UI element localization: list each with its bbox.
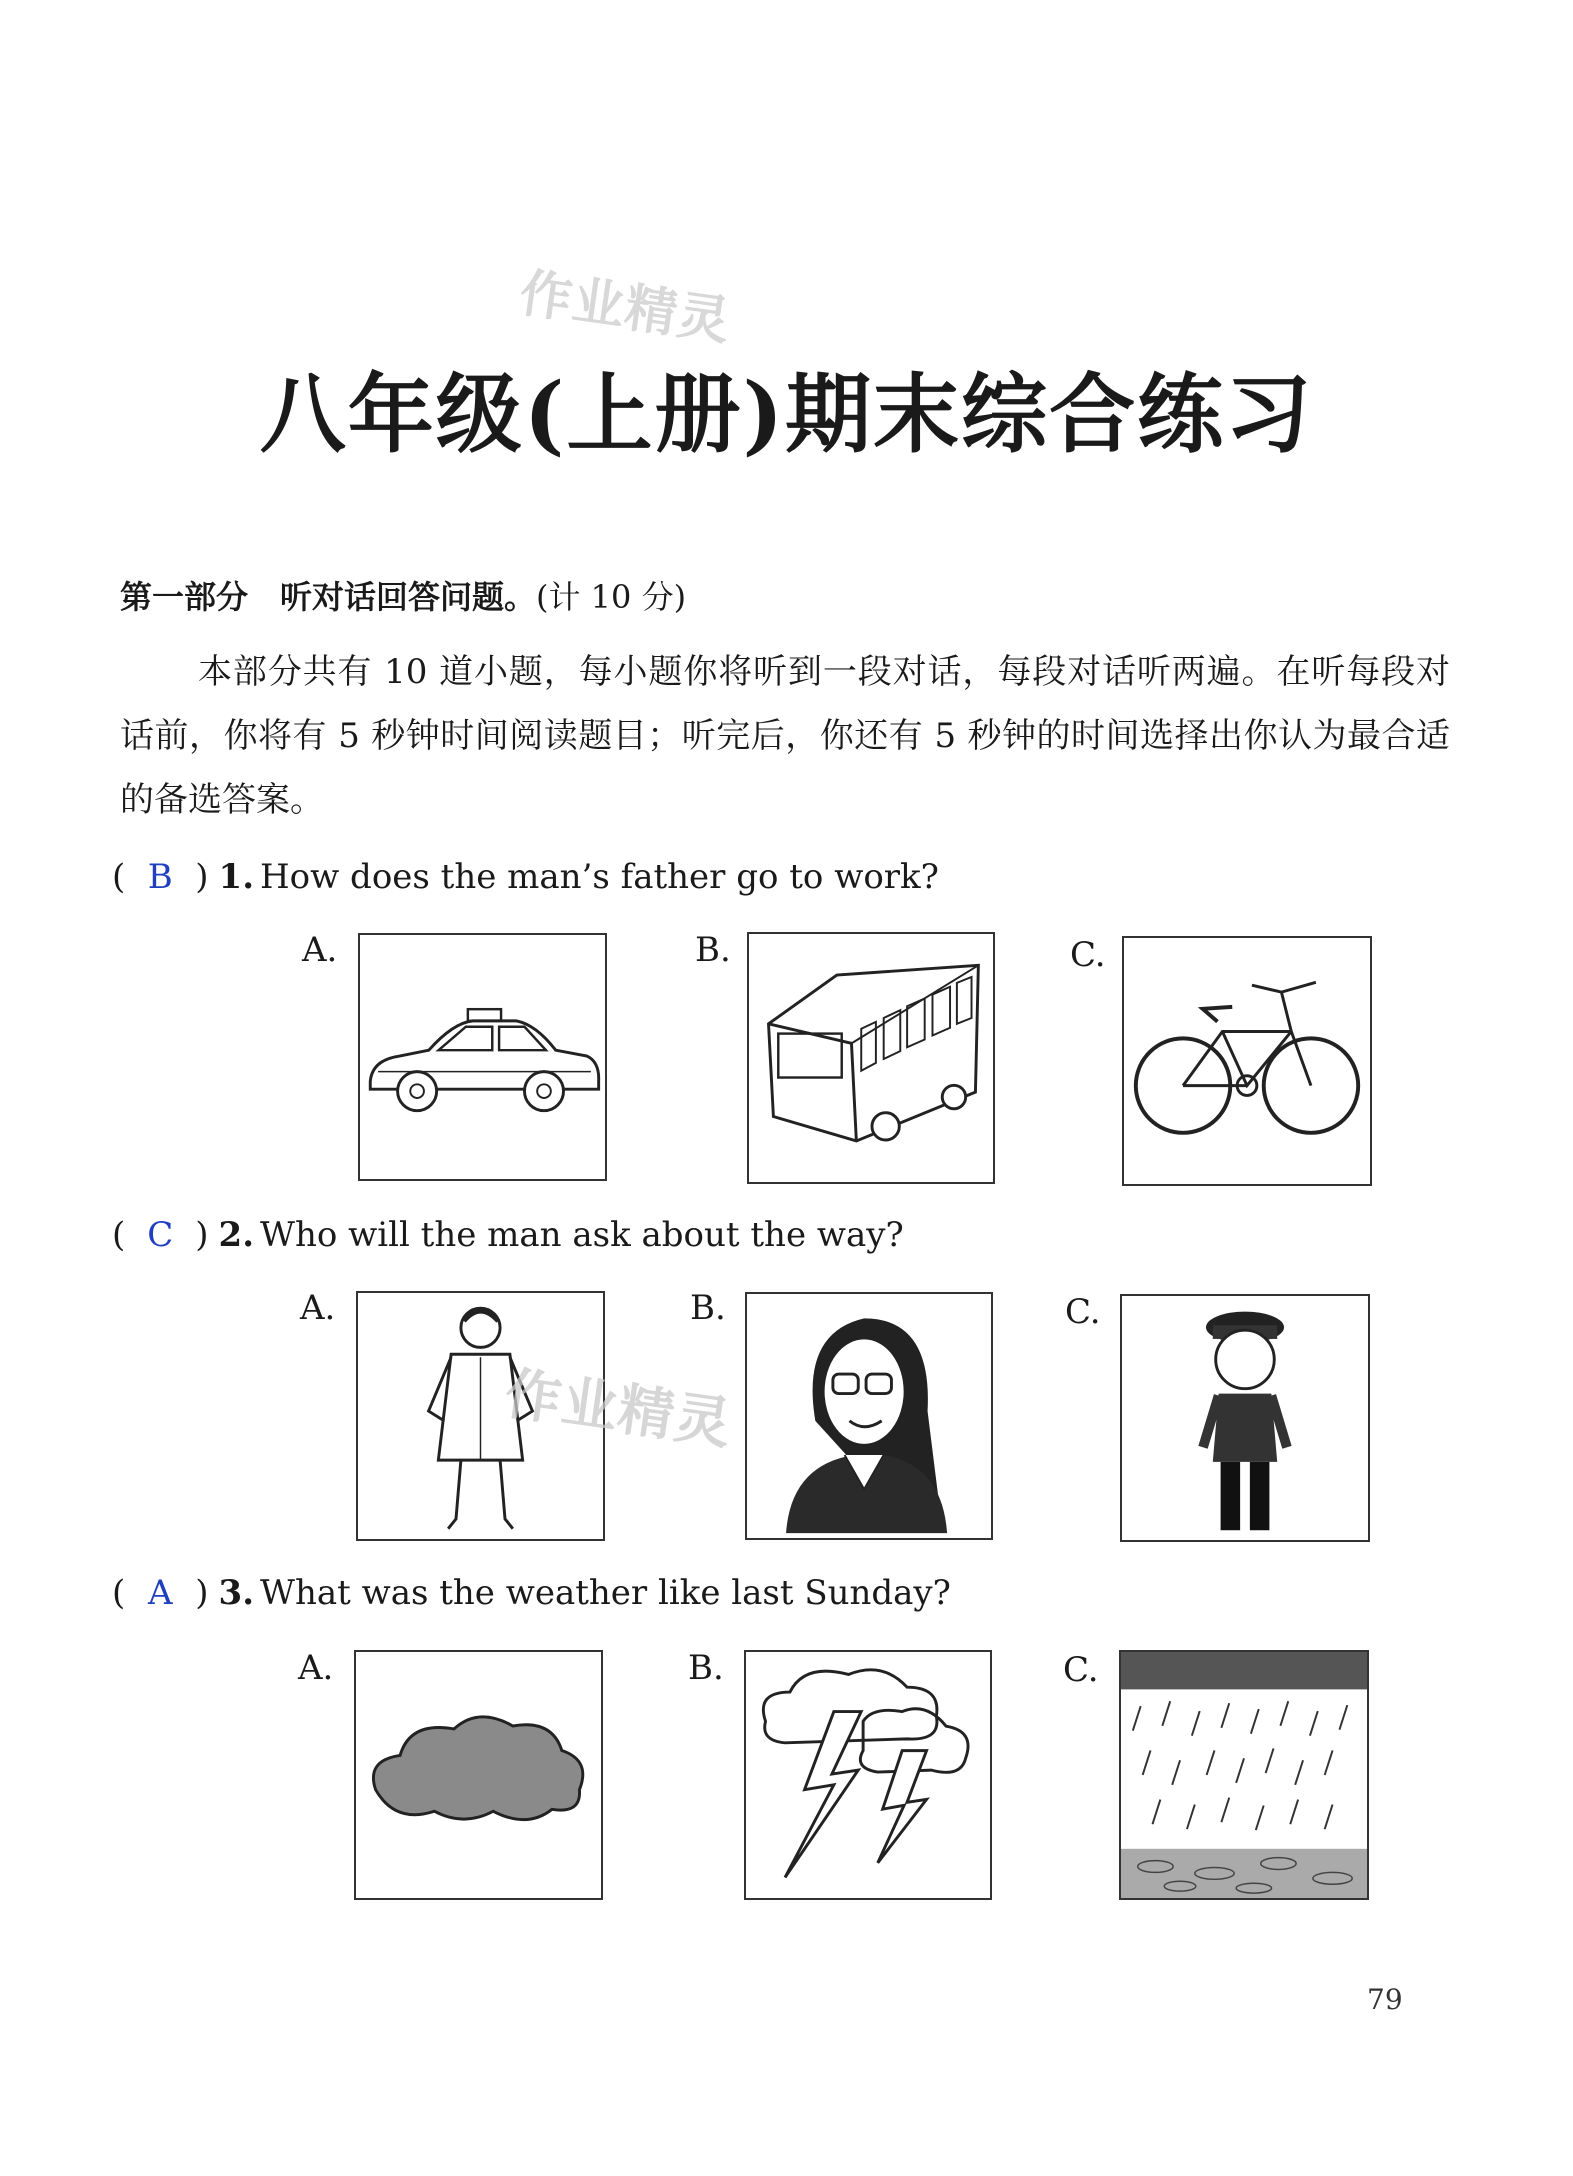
option-label-c: C. (1065, 1292, 1101, 1332)
answer-2[interactable]: C (147, 1215, 174, 1255)
section-heading-text: 第一部分 听对话回答问题。 (120, 578, 537, 616)
section-intro: 本部分共有 10 道小题，每小题你将听到一段对话，每段对话听两遍。在听每段对话前，你将有 5 秒钟时间阅读题目；听完后，你还有 5 秒钟的时间选择出你认为最合适的备选答案。 (120, 652, 1450, 820)
woman-icon (747, 1294, 991, 1538)
option-label-a: A. (302, 930, 338, 970)
question-2: ( C ) 2. Who will the man ask about the way? (112, 1215, 904, 1255)
bicycle-icon (1124, 938, 1370, 1184)
bus-icon (749, 934, 993, 1182)
option-c-image[interactable] (1120, 1294, 1370, 1542)
question-text: How does the man’s father go to work? (260, 857, 939, 897)
question-number: 3. (218, 1573, 255, 1613)
rain-icon (1121, 1652, 1367, 1898)
question-number: 1. (218, 857, 255, 897)
option-b-image[interactable] (745, 1292, 993, 1540)
option-a-image[interactable] (358, 933, 607, 1181)
option-a-image[interactable] (354, 1650, 603, 1900)
option-label-c: C. (1063, 1650, 1099, 1690)
option-b-image[interactable] (744, 1650, 992, 1900)
watermark: 作业精灵 (500, 1361, 736, 1458)
option-label-b: B. (695, 930, 731, 970)
question-1: ( B ) 1. How does the man’s father go to work? (112, 857, 939, 897)
option-label-b: B. (688, 1648, 724, 1688)
section-score: (计 10 分) (536, 578, 687, 616)
question-number: 2. (218, 1215, 255, 1255)
page-number: 79 (1367, 1983, 1403, 2016)
option-c-image[interactable] (1119, 1650, 1369, 1900)
answer-3[interactable]: A (147, 1573, 173, 1613)
option-label-c: C. (1070, 935, 1106, 975)
option-c-image[interactable] (1122, 936, 1372, 1186)
question-text: Who will the man ask about the way? (260, 1215, 904, 1255)
thunderstorm-icon (746, 1652, 990, 1898)
option-label-b: B. (690, 1288, 726, 1328)
policeman-icon (1122, 1296, 1368, 1540)
section-heading (120, 572, 686, 618)
question-text: What was the weather like last Sunday? (260, 1573, 951, 1613)
cloudy-icon (356, 1652, 601, 1898)
page-title: 八年级(上册)期末综合练习 (259, 364, 1314, 465)
taxi-icon (360, 935, 605, 1179)
option-label-a: A. (298, 1648, 334, 1688)
question-3: ( A ) 3. What was the weather like last Sunday? (112, 1573, 951, 1613)
option-label-a: A. (300, 1288, 336, 1328)
option-b-image[interactable] (747, 932, 995, 1184)
watermark: 作业精灵 (516, 263, 735, 353)
answer-1[interactable]: B (147, 857, 173, 897)
